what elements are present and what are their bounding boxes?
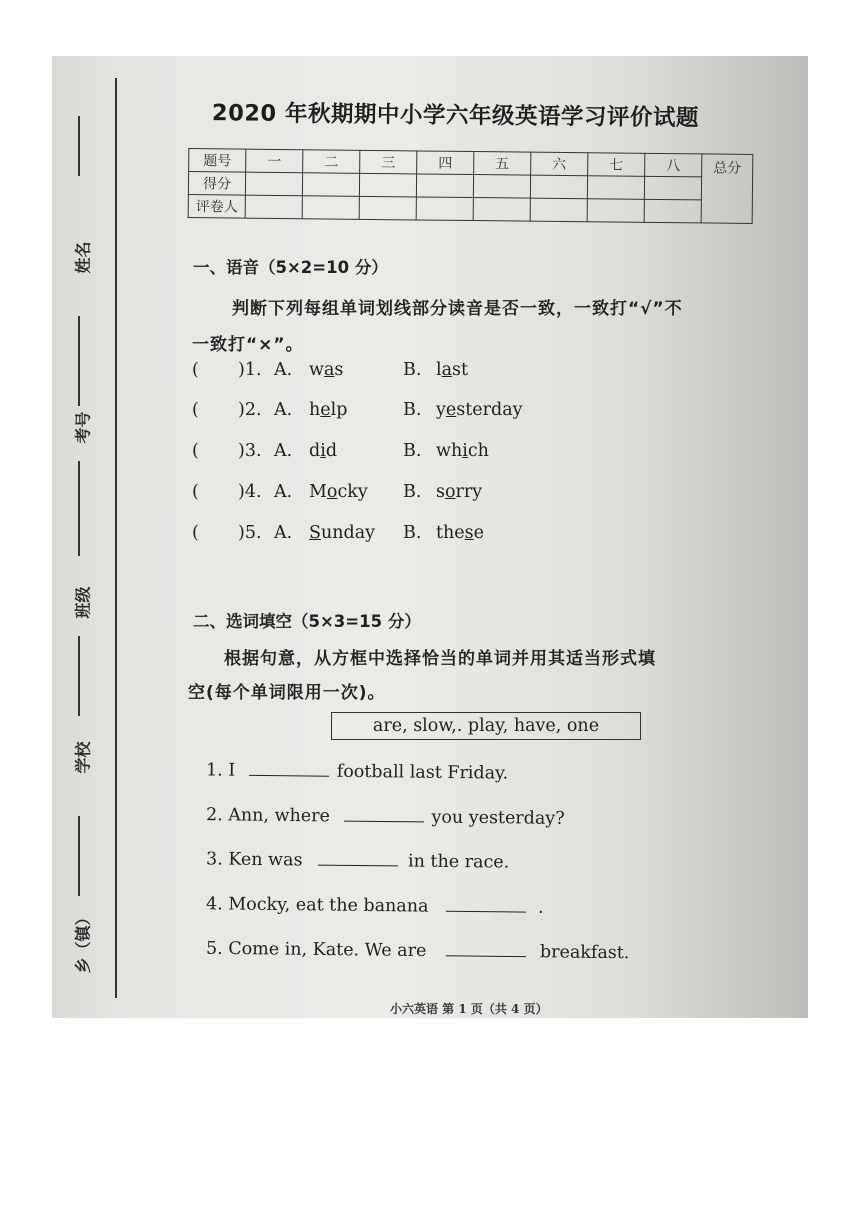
town-label: 乡（镇） <box>73 909 93 974</box>
word-part: s <box>436 482 445 502</box>
total-score-cell[interactable]: 总分 <box>701 154 753 224</box>
underlined-letters: i <box>462 441 468 461</box>
school-blank[interactable] <box>78 636 80 716</box>
answer-bracket-open[interactable]: ( <box>192 523 199 543</box>
word-part: l <box>436 360 442 380</box>
word-part: d <box>309 441 321 461</box>
word-part: st <box>452 360 469 380</box>
word-part: wh <box>436 441 463 461</box>
score-cell[interactable] <box>644 176 701 200</box>
school-field <box>52 636 110 786</box>
word-part: ch <box>467 441 489 461</box>
option-a-label: A. <box>274 441 293 461</box>
binding-line <box>115 78 117 998</box>
section1-instruction-line1: 判断下列每组单词划线部分读音是否一致，一致打“√”不 <box>232 299 683 319</box>
header-cell: 四 <box>417 151 474 175</box>
header-cell: 一 <box>246 149 303 173</box>
question-number: )3. <box>238 441 262 461</box>
option-b-word <box>436 482 482 502</box>
section1-instruction-line2: 一致打“×”。 <box>192 335 304 355</box>
grader-cell[interactable] <box>359 196 416 220</box>
sentence-start: I <box>228 760 236 781</box>
header-cell: 五 <box>474 152 531 176</box>
underlined-letters: o <box>326 482 338 502</box>
question-number: )2. <box>238 400 262 420</box>
exam-title: 2020 年秋期期中小学六年级英语学习评价试题 <box>211 100 700 132</box>
town-field <box>52 816 110 974</box>
name-field <box>52 106 110 274</box>
option-b-word <box>436 523 484 543</box>
option-a-word <box>309 523 375 543</box>
fill-in-question <box>206 760 508 783</box>
class-blank[interactable] <box>78 461 80 556</box>
exam-number-label: 考号 <box>73 411 93 444</box>
option-a-label: A. <box>274 400 293 420</box>
grader-cell[interactable] <box>644 199 701 223</box>
answer-bracket-open[interactable]: ( <box>192 441 199 461</box>
section2-instruction-line1: 根据句意，从方框中选择恰当的单词并用其适当形式填 <box>224 649 656 669</box>
grader-cell[interactable] <box>473 198 530 222</box>
option-b-label: B. <box>403 441 422 461</box>
section2-instruction-line2: 空(每个单词限用一次)。 <box>188 683 386 703</box>
answer-bracket-open[interactable]: ( <box>192 400 199 420</box>
option-b-label: B. <box>403 400 422 420</box>
word-bank-box: are, slow,. play, have, one <box>331 712 641 740</box>
header-cell: 六 <box>531 152 588 176</box>
option-b-word <box>436 400 523 420</box>
word-part: unday <box>321 523 376 543</box>
underlined-letters: S <box>309 523 321 543</box>
question-number: )5. <box>238 523 262 543</box>
answer-blank[interactable] <box>343 807 423 823</box>
phonics-question <box>192 441 652 467</box>
underlined-letters: a <box>441 360 453 380</box>
word-part: cky <box>337 482 368 502</box>
sentence-start: Ann, where <box>228 805 331 827</box>
header-cell: 三 <box>360 150 417 174</box>
sentence-end: you yesterday? <box>431 807 565 829</box>
option-a-word <box>309 441 337 461</box>
exam-paper <box>52 56 808 1018</box>
underlined-letters: e <box>445 400 457 420</box>
sentence-end: in the race. <box>407 851 510 873</box>
grader-cell[interactable] <box>302 196 359 220</box>
option-b-word <box>436 360 468 380</box>
sentence-start: Mocky, eat the banana <box>228 894 429 917</box>
sentence-start: Come in, Kate. We are <box>228 939 427 962</box>
answer-blank[interactable] <box>446 941 526 957</box>
underlined-letters: i <box>320 441 326 461</box>
option-b-label: B. <box>403 523 422 543</box>
underlined-letters: e <box>320 400 331 420</box>
word-part: d <box>325 441 338 461</box>
word-part: y <box>436 400 446 420</box>
exam-number-field <box>52 316 110 466</box>
grader-row <box>188 195 752 224</box>
answer-blank[interactable] <box>318 851 398 867</box>
word-part: M <box>309 482 327 502</box>
header-cell: 八 <box>645 153 702 177</box>
underlined-letters: o <box>444 482 456 502</box>
header-cell: 七 <box>588 153 645 177</box>
answer-bracket-open[interactable]: ( <box>192 360 199 380</box>
question-number: )4. <box>238 482 262 502</box>
score-cell[interactable] <box>473 175 530 199</box>
name-label: 姓名 <box>73 241 93 274</box>
question-number: 5. <box>205 938 223 959</box>
header-cell: 二 <box>303 150 360 174</box>
option-a-word <box>309 360 343 380</box>
section2-heading: 二、选词填空（5×3=15 分） <box>193 612 421 631</box>
option-a-label: A. <box>274 482 293 502</box>
score-cell[interactable] <box>530 175 587 199</box>
word-part: lp <box>330 400 348 420</box>
grader-row-label: 评卷人 <box>188 195 245 219</box>
question-number: 4. <box>205 894 223 915</box>
question-number: 1. <box>205 760 223 781</box>
word-part: sterday <box>456 400 523 420</box>
grader-cell[interactable] <box>587 199 644 223</box>
underlined-letters: s <box>464 523 474 543</box>
phonics-question <box>192 360 652 386</box>
score-cell[interactable] <box>416 174 473 198</box>
option-b-label: B. <box>403 482 422 502</box>
sentence-start: Ken was <box>228 849 303 871</box>
option-a-word <box>309 482 368 502</box>
score-table <box>188 148 754 224</box>
word-part: w <box>309 360 324 380</box>
grader-cell[interactable] <box>530 198 587 222</box>
question-number: )1. <box>238 360 262 380</box>
option-b-word <box>436 441 489 461</box>
word-part: the <box>436 523 465 543</box>
class-field <box>52 461 110 619</box>
score-cell[interactable] <box>245 172 302 196</box>
word-part: s <box>334 360 344 380</box>
sentence-end: breakfast. <box>539 942 630 964</box>
class-label: 班级 <box>73 586 93 619</box>
sentence-end: football last Friday. <box>336 761 509 784</box>
score-cell[interactable] <box>302 173 359 197</box>
word-part: h <box>309 400 321 420</box>
word-part: rry <box>455 482 483 502</box>
phonics-question <box>192 400 652 426</box>
option-b-label: B. <box>403 360 422 380</box>
option-a-word <box>309 400 347 420</box>
phonics-question <box>192 482 652 508</box>
score-cell[interactable] <box>359 173 416 197</box>
town-blank[interactable] <box>78 816 80 896</box>
word-part: e <box>473 523 485 543</box>
question-number: 3. <box>205 849 223 870</box>
school-label: 学校 <box>73 741 93 774</box>
grader-cell[interactable] <box>416 197 473 221</box>
fill-in-question <box>206 805 565 829</box>
answer-blank[interactable] <box>446 897 526 913</box>
answer-bracket-open[interactable]: ( <box>192 482 199 502</box>
exam-number-blank[interactable] <box>78 316 80 406</box>
grader-cell[interactable] <box>245 195 302 219</box>
fill-in-question <box>206 849 509 872</box>
fill-in-question <box>206 939 630 963</box>
question-number: 2. <box>205 805 223 826</box>
underlined-letters: a <box>323 360 335 380</box>
option-a-label: A. <box>274 360 293 380</box>
section1-heading: 一、语音（5×2=10 分） <box>193 258 388 277</box>
score-row-label: 得分 <box>188 172 245 196</box>
score-cell[interactable] <box>587 176 644 200</box>
page-footer: 小六英语 第 1 页（共 4 页） <box>390 1002 548 1016</box>
option-a-label: A. <box>274 523 293 543</box>
fill-in-question <box>206 894 544 918</box>
name-blank[interactable] <box>78 116 80 176</box>
phonics-question <box>192 523 652 549</box>
answer-blank[interactable] <box>249 761 329 777</box>
sentence-end: . <box>537 897 544 918</box>
header-cell: 题号 <box>189 149 246 173</box>
